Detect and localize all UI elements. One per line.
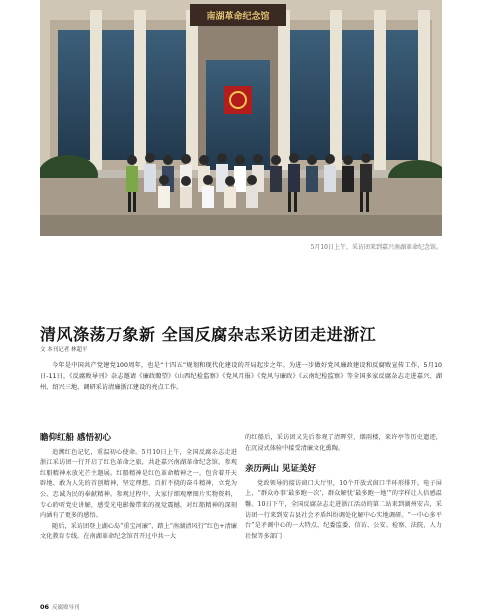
page-number: 06 [40,603,50,611]
right-column [245,433,442,542]
section-heading: 亲历两山 见证美好 [245,464,316,475]
paragraph: 随后，采访团登上湖心岛“重宝河廉”，踏上“南湖清风行”红色+清廉文化教育专线。在南湖革命纪念馆召开过中共一大 [40,522,237,541]
photo-caption: 5月10日上午，采访团来到嘉兴南湖革命纪念馆。 [310,244,442,251]
page-footer [40,603,80,611]
article-title: 清风涤荡万象新 全国反腐杂志采访团走进浙江 [40,325,377,344]
section-heading: 瞻仰红船 感悟初心 [40,433,111,443]
paragraph: 党政领导的接访窗口大厅里，10个开放式窗口半环形排开。电子屏上，“群众办事‘最多跑一次’，群众解忧‘最多跑一地’”的字样让人倍感温馨。10日下午，全国反腐杂志走进浙江活动的第二站来到湖州安吉，采访团一行来到安吉县社会矛盾纠纷调处化解中心实地调研。“一中心多平台”是矛调中心的一大特点，纪委监委、信访、公安、检察、法院、人力社保等多部门 [245,479,442,540]
article-byline: 文 本刊记者 林超平 [40,347,88,353]
paragraph: 追溯红色记忆，重温初心使命。5月10日上午，全国反腐杂志走进浙江采访团一行开启了红色革命之旅，共赴嘉兴南湖革命纪念馆，参观红船精神永放光芒主题展。红船精神是红色革命精神之一，包含着开天辟地、敢为人先的首创精神，坚定理想、百折不挠的奋斗精神，立党为公、忠诚为民的奉献精神。参观过程中，大家仔细观摩图片实物资料，专心聆听党史讲解，感受光电影像带来的视觉震撼，对红船精神的深刻内涵有了更多的感悟。 [40,448,237,520]
party-emblem-icon [224,86,252,114]
group-photo-illustration [40,0,442,236]
article-lead: 今年是中国共产党建党100周年，也是“十四五”规划和现代化建设的开局起步之年。为进一步做好党风廉政建设和反腐败宣传工作，5月10日-11日，《反腐败导刊》杂志邀请《廉政瞭望》《山西纪检监察》《党风月报》《党风与廉政》《云南纪检监察》等全国多家反腐杂志走进嘉兴、湖州、绍兴三地，调研采访清廉浙江建设的亮点工作。 [40,362,442,391]
left-column [40,433,237,543]
group-photo [40,0,442,236]
paragraph-continuation: 的红船后，采访团又先后参观了清晖堂、烟雨楼，来许亭等历史遗迹，在沉浸式体验中接受清廉文化熏陶。 [245,434,442,452]
building-sign: 南湖革命纪念馆 [206,12,270,22]
magazine-name: 反腐败导刊 [52,605,80,611]
